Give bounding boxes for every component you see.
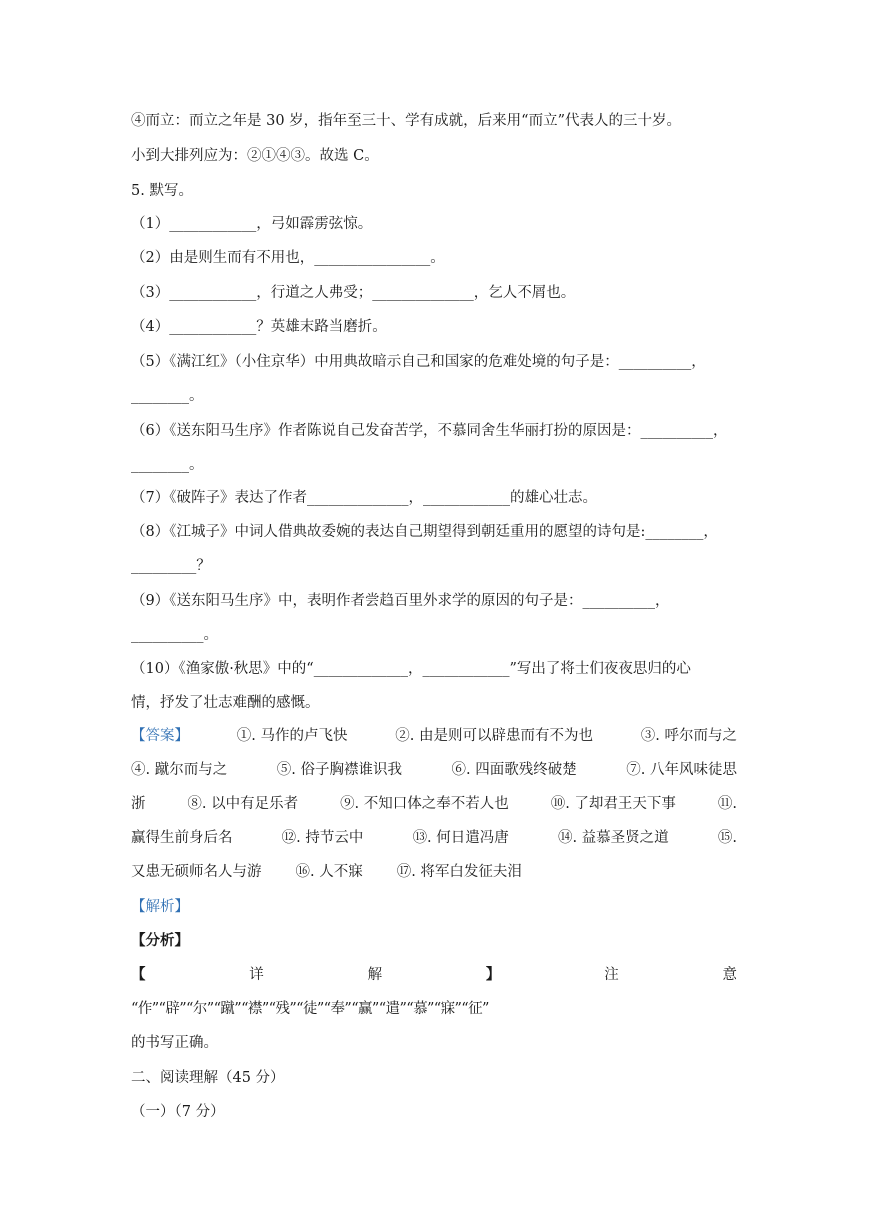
section-heading: 二、阅读理解（45 分）	[131, 1070, 285, 1086]
question-item: （7）《破阵子》表达了作者______________，____________的雄心壮志。	[131, 490, 597, 506]
answer-item: 赢得生前身后名	[131, 830, 233, 846]
detail-char: 详	[249, 967, 264, 983]
detail-char: 注	[604, 967, 619, 983]
question-item: （2）由是则生而有不用也，________________。	[131, 250, 445, 266]
answer-item: ⑤. 俗子胸襟谁识我	[276, 762, 402, 778]
analysis-label: 【解析】	[131, 899, 189, 915]
question-heading: 5. 默写。	[131, 183, 193, 199]
answer-item: ⑧. 以中有足乐者	[187, 796, 299, 812]
question-item: （3）____________，行道之人弗受；______________，乞人不屑也。	[131, 285, 576, 301]
answer-item: ⑰. 将军白发征夫泪	[396, 864, 522, 880]
question-item: （6）《送东阳马生序》作者陈说自己发奋苦学，不慕同舍生华丽打扮的原因是：__________，	[131, 423, 728, 439]
answer-item: ③. 呼尔而与之	[640, 728, 737, 744]
fenxi-label: 【分析】	[131, 932, 189, 949]
answer-item: ⑩. 了却君王天下事	[550, 796, 676, 812]
text-line: 小到大排列应为：②①④③。故选 C。	[131, 148, 379, 164]
answer-row	[131, 760, 737, 780]
answer-item: ⑥. 四面歌残终破楚	[451, 762, 577, 778]
question-item: （1）____________，弓如霹雳弦惊。	[131, 216, 373, 232]
answer-item: 浙	[131, 796, 146, 812]
answer-row	[131, 828, 737, 848]
answer-item: ①. 马作的卢飞快	[236, 728, 348, 744]
section-subheading: （一）（7 分）	[131, 1104, 225, 1120]
answer-item: ④. 蹴尔而与之	[131, 762, 228, 778]
answer-item: ⑪.	[717, 796, 737, 812]
question-item-cont: ________。	[131, 388, 204, 404]
question-item: （10）《渔家傲·秋思》中的“_____________，____________”写出了将士们夜夜思归的心	[131, 661, 691, 677]
detail-char: 意	[722, 967, 737, 983]
question-item-cont: 情，抒发了壮志难酬的感慨。	[131, 695, 320, 711]
text-line: ④而立：而立之年是 30 岁，指年至三十、学有成就，后来用“而立”代表人的三十岁。	[131, 113, 681, 129]
question-item: （5）《满江红》（小住京华）中用典故暗示自己和国家的危难处境的句子是：__________，	[131, 354, 706, 370]
question-item: （4）____________？英雄末路当磨折。	[131, 319, 387, 335]
answer-item: ⑦. 八年风味徒思	[626, 762, 737, 778]
question-item-cont: ________。	[131, 457, 204, 473]
detail-text: “作”“辟”“尔”“蹴”“襟”“残”“徒”“奉”“赢”“遣”“慕”“寐”“征”	[131, 1001, 489, 1017]
detail-char: 解	[367, 967, 383, 983]
answer-item: ⑨. 不知口体之奉不若人也	[340, 796, 509, 812]
question-item-cont: __________。	[131, 627, 218, 643]
detail-bracket: 】	[485, 966, 501, 983]
detail-bracket: 【	[131, 966, 146, 983]
question-item: （8）《江城子》中词人借典故委婉的表达自己期望得到朝廷重用的愿望的诗句是:________，	[131, 524, 718, 540]
answer-label: 【答案】	[131, 728, 189, 744]
answer-item: ⑭. 益慕圣贤之道	[557, 830, 669, 846]
question-item: （9）《送东阳马生序》中，表明作者尝趋百里外求学的原因的句子是：__________，	[131, 593, 670, 609]
answer-row	[131, 726, 737, 746]
answer-item: ⑬. 何日遣冯唐	[412, 830, 509, 846]
answer-item: 又患无硕师名人与游	[131, 864, 262, 880]
detail-text: 的书写正确。	[131, 1035, 218, 1051]
answer-row	[131, 862, 737, 882]
answer-row	[131, 794, 737, 814]
question-item-cont: _________？	[131, 558, 211, 574]
answer-item: ②. 由是则可以辟患而有不为也	[395, 728, 593, 744]
answer-item: ⑫. 持节云中	[281, 830, 364, 846]
detail-heading	[131, 965, 737, 985]
answer-item: ⑮.	[717, 830, 737, 846]
answer-item: ⑯. 人不寐	[295, 864, 363, 880]
